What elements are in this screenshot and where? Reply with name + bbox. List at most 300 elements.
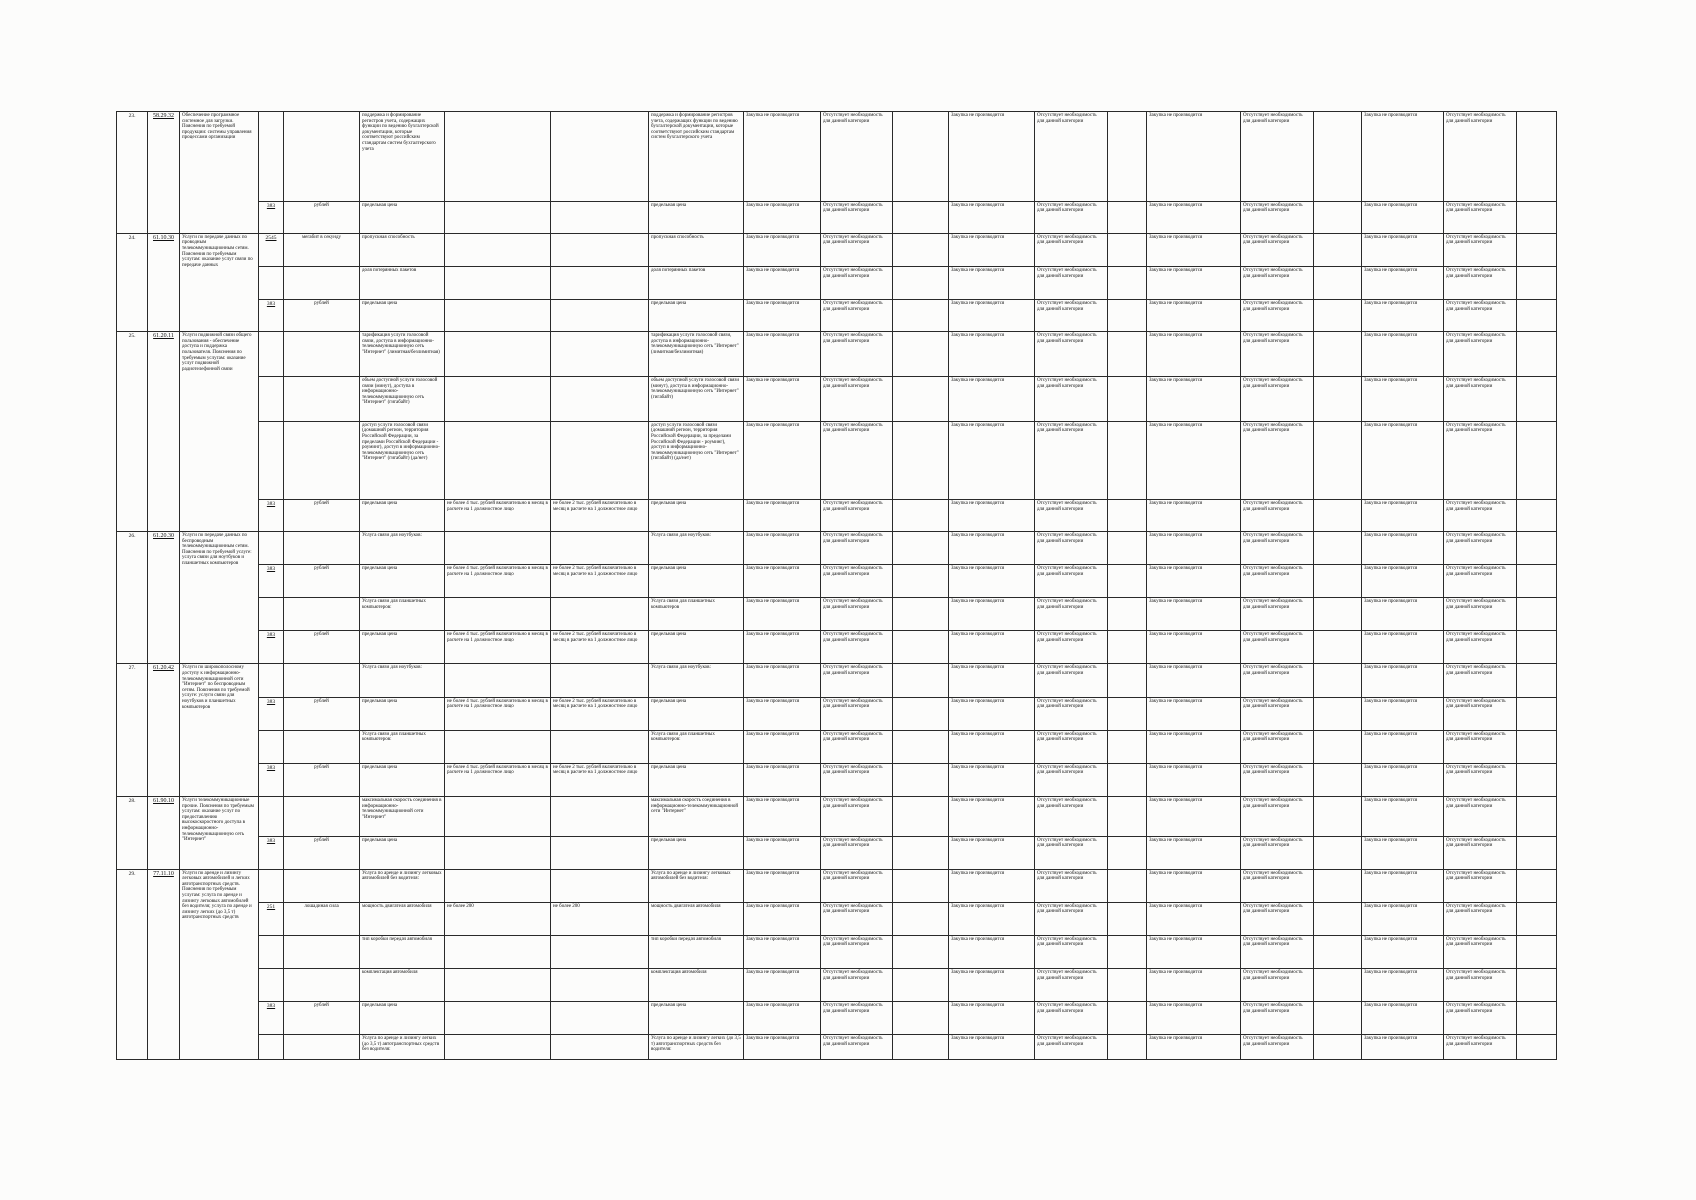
absent-need-cell: Отсутствует необходимость для данной категории <box>1444 332 1517 377</box>
procurement-status-cell: Закупка не производится <box>744 763 821 796</box>
procurement-status-cell: Закупка не производится <box>744 499 821 531</box>
absent-need-cell: Отсутствует необходимость для данной категории <box>1035 233 1108 266</box>
procurement-status-cell: Закупка не производится <box>744 201 821 233</box>
absent-need-cell: Отсутствует необходимость для данной категории <box>1444 697 1517 730</box>
procurement-status-cell: Закупка не производится <box>1362 201 1444 233</box>
okei-code-cell <box>259 1035 284 1060</box>
empty-cell <box>1517 598 1557 631</box>
procurement-status-cell: Закупка не производится <box>1362 266 1444 299</box>
empty-cell <box>1517 332 1557 377</box>
absent-need-cell: Отсутствует необходимость для данной категории <box>1444 598 1517 631</box>
value-group-2-cell <box>551 332 649 377</box>
absent-need-cell: Отсутствует необходимость для данной категории <box>1444 266 1517 299</box>
value-group-2-cell <box>551 730 649 763</box>
table-row <box>117 1002 1557 1035</box>
absent-need-cell: Отсутствует необходимость для данной категории <box>821 697 893 730</box>
empty-cell <box>1517 664 1557 697</box>
procurement-status-cell: Закупка не производится <box>1147 266 1241 299</box>
procurement-status-cell: Закупка не производится <box>949 300 1035 332</box>
absent-need-cell: Отсутствует необходимость для данной категории <box>821 869 893 902</box>
procurement-status-cell: Закупка не производится <box>744 836 821 869</box>
value-group-1-cell <box>445 377 551 422</box>
item-name-cell: Услуги подвижной связи общего пользования - обеспечение доступа и поддержка пользователя. Пояснения по требуемым услугам: оказание услуг подвижной радиотелефонной связи <box>180 332 259 532</box>
absent-need-cell: Отсутствует необходимость для данной категории <box>1241 421 1314 499</box>
procurement-status-cell: Закупка не производится <box>949 697 1035 730</box>
empty-cell <box>893 531 949 564</box>
value-group-1-cell <box>445 201 551 233</box>
procurement-status-cell: Закупка не производится <box>949 935 1035 968</box>
absent-need-cell: Отсутствует необходимость для данной категории <box>1241 377 1314 422</box>
absent-need-cell: Отсутствует необходимость для данной категории <box>1035 697 1108 730</box>
characteristic-name-2-cell: предельная цена <box>649 499 744 531</box>
absent-need-cell: Отсутствует необходимость для данной категории <box>1444 836 1517 869</box>
empty-cell <box>893 763 949 796</box>
absent-need-cell: Отсутствует необходимость для данной категории <box>1035 869 1108 902</box>
row-number-cell: 23. <box>117 112 148 234</box>
empty-cell <box>893 1002 949 1035</box>
absent-need-cell: Отсутствует необходимость для данной категории <box>1241 836 1314 869</box>
absent-need-cell: Отсутствует необходимость для данной категории <box>821 836 893 869</box>
characteristic-name-2-cell: объем доступной услуги голосовой связи (минут), доступа в информационно-телекоммуникационную сеть "Интернет" (гигабайт) <box>649 377 744 422</box>
empty-cell <box>893 377 949 422</box>
procurement-status-cell: Закупка не производится <box>1362 499 1444 531</box>
empty-cell <box>1517 1035 1557 1060</box>
characteristic-name-2-cell: предельная цена <box>649 1002 744 1035</box>
absent-need-cell: Отсутствует необходимость для данной категории <box>1241 796 1314 836</box>
value-group-1-cell: не более 4 тыс. рублей включительно в месяц в расчете на 1 должностное лицо <box>445 631 551 664</box>
characteristic-name-cell: предельная цена <box>360 631 445 664</box>
table-row <box>117 730 1557 763</box>
empty-cell <box>1314 631 1362 664</box>
okei-code: 383 <box>266 566 276 573</box>
okei-code-cell <box>259 266 284 299</box>
value-group-2-cell: не более 2 тыс. рублей включительно в месяц в расчете на 1 должностное лицо <box>551 631 649 664</box>
characteristic-name-2-cell: комплектация автомобиля <box>649 969 744 1002</box>
empty-cell <box>1314 1035 1362 1060</box>
unit-name-cell: мегабит в секунду <box>284 233 360 266</box>
value-group-1-cell <box>445 531 551 564</box>
procurement-status-cell: Закупка не производится <box>1147 332 1241 377</box>
table-row <box>117 935 1557 968</box>
empty-cell <box>1108 233 1147 266</box>
okei-code-cell <box>259 697 284 730</box>
absent-need-cell: Отсутствует необходимость для данной категории <box>821 796 893 836</box>
empty-cell <box>1517 531 1557 564</box>
procurement-status-cell: Закупка не производится <box>1362 869 1444 902</box>
requirements-table <box>116 111 1557 1060</box>
unit-name-cell: рублей <box>284 565 360 598</box>
item-name-cell: Обеспечение программное системное для загрузки. Пояснения по требуемой продукции: системы управления процессами организации <box>180 112 259 234</box>
procurement-status-cell: Закупка не производится <box>744 112 821 202</box>
characteristic-name-2-cell: Услуга связи для ноутбуков: <box>649 664 744 697</box>
unit-name-cell <box>284 969 360 1002</box>
procurement-status-cell: Закупка не производится <box>1362 332 1444 377</box>
absent-need-cell: Отсутствует необходимость для данной категории <box>1444 1035 1517 1060</box>
empty-cell <box>1108 796 1147 836</box>
procurement-status-cell: Закупка не производится <box>949 499 1035 531</box>
absent-need-cell: Отсутствует необходимость для данной категории <box>1241 730 1314 763</box>
value-group-1-cell <box>445 598 551 631</box>
unit-name-cell <box>284 266 360 299</box>
empty-cell <box>1314 499 1362 531</box>
empty-cell <box>1314 531 1362 564</box>
empty-cell <box>893 112 949 202</box>
absent-need-cell: Отсутствует необходимость для данной категории <box>1444 377 1517 422</box>
absent-need-cell: Отсутствует необходимость для данной категории <box>1444 969 1517 1002</box>
procurement-status-cell: Закупка не производится <box>744 697 821 730</box>
table-row <box>117 266 1557 299</box>
procurement-status-cell: Закупка не производится <box>949 531 1035 564</box>
empty-cell <box>1517 697 1557 730</box>
table-row <box>117 969 1557 1002</box>
okei-code: 251 <box>266 903 276 910</box>
table-row <box>117 763 1557 796</box>
empty-cell <box>1517 201 1557 233</box>
okei-code: 383 <box>266 202 276 209</box>
absent-need-cell: Отсутствует необходимость для данной категории <box>1444 421 1517 499</box>
procurement-status-cell: Закупка не производится <box>1147 664 1241 697</box>
empty-cell <box>1108 935 1147 968</box>
procurement-status-cell: Закупка не производится <box>1147 598 1241 631</box>
value-group-2-cell <box>551 969 649 1002</box>
value-group-2-cell <box>551 935 649 968</box>
item-name-cell: Услуги телекоммуникационные прочие. Пояснения по требуемым услугам: оказание услуг по предоставлению высокоскоростного доступа в информационно-телекоммуникационную сеть "Интернет" <box>180 796 259 869</box>
empty-cell <box>1108 836 1147 869</box>
absent-need-cell: Отсутствует необходимость для данной категории <box>1035 499 1108 531</box>
characteristic-name-2-cell: Услуга по аренде и лизингу легких (до 3,5 т) автотранспортных средств без водителя: <box>649 1035 744 1060</box>
empty-cell <box>1108 969 1147 1002</box>
procurement-status-cell: Закупка не производится <box>1362 902 1444 935</box>
value-group-1-cell <box>445 233 551 266</box>
characteristic-name-cell: предельная цена <box>360 697 445 730</box>
absent-need-cell: Отсутствует необходимость для данной категории <box>1444 1002 1517 1035</box>
table-row <box>117 796 1557 836</box>
okei-code-cell <box>259 631 284 664</box>
characteristic-name-2-cell: предельная цена <box>649 836 744 869</box>
empty-cell <box>893 697 949 730</box>
value-group-2-cell <box>551 664 649 697</box>
value-group-2-cell <box>551 1002 649 1035</box>
absent-need-cell: Отсутствует необходимость для данной категории <box>1241 969 1314 1002</box>
procurement-status-cell: Закупка не производится <box>1147 499 1241 531</box>
absent-need-cell: Отсутствует необходимость для данной категории <box>821 377 893 422</box>
characteristic-name-2-cell: мощность двигателя автомобиля <box>649 902 744 935</box>
procurement-status-cell: Закупка не производится <box>744 1035 821 1060</box>
value-group-1-cell <box>445 935 551 968</box>
procurement-status-cell: Закупка не производится <box>1147 935 1241 968</box>
absent-need-cell: Отсутствует необходимость для данной категории <box>1035 902 1108 935</box>
okei-code-cell <box>259 531 284 564</box>
okei-code-cell <box>259 664 284 697</box>
characteristic-name-2-cell: предельная цена <box>649 763 744 796</box>
absent-need-cell: Отсутствует необходимость для данной категории <box>1035 763 1108 796</box>
procurement-status-cell: Закупка не производится <box>1362 796 1444 836</box>
characteristic-name-cell: Услуга связи для планшетных компьютеров: <box>360 598 445 631</box>
empty-cell <box>1314 300 1362 332</box>
okpd-code: 61.90.10 <box>153 797 174 804</box>
procurement-status-cell: Закупка не производится <box>1147 1035 1241 1060</box>
row-number-cell: 28. <box>117 796 148 869</box>
okei-code-cell <box>259 565 284 598</box>
unit-name-cell <box>284 796 360 836</box>
table-row <box>117 499 1557 531</box>
okei-code-cell <box>259 730 284 763</box>
empty-cell <box>1517 421 1557 499</box>
value-group-1-cell: не более 200 <box>445 902 551 935</box>
absent-need-cell: Отсутствует необходимость для данной категории <box>1241 1002 1314 1035</box>
unit-name-cell: рублей <box>284 300 360 332</box>
procurement-status-cell: Закупка не производится <box>1147 730 1241 763</box>
procurement-status-cell: Закупка не производится <box>1147 1002 1241 1035</box>
absent-need-cell: Отсутствует необходимость для данной категории <box>821 499 893 531</box>
empty-cell <box>1517 565 1557 598</box>
absent-need-cell: Отсутствует необходимость для данной категории <box>1444 763 1517 796</box>
table-row <box>117 598 1557 631</box>
empty-cell <box>893 969 949 1002</box>
absent-need-cell: Отсутствует необходимость для данной категории <box>1035 1002 1108 1035</box>
okei-code: 383 <box>266 698 276 705</box>
procurement-status-cell: Закупка не производится <box>949 763 1035 796</box>
absent-need-cell: Отсутствует необходимость для данной категории <box>1241 266 1314 299</box>
okpd-code: 61.20.42 <box>153 665 174 672</box>
absent-need-cell: Отсутствует необходимость для данной категории <box>1035 112 1108 202</box>
characteristic-name-cell: доступ услуги голосовой связи (домашний регион, территория Российской Федерации, за пределами Российской Федерации - роуминг), доступ в информационно-телекоммуникационную сеть "Интернет" (гигабайт) (да/нет) <box>360 421 445 499</box>
item-name-cell: Услуги по широкополосному доступу к информационно-телекоммуникационной сети "Интернет" по беспроводным сетям. Пояснения по требуемой услуге: услуги связи для ноутбуков и планшетных компьютеров <box>180 664 259 797</box>
characteristic-name-cell: Услуга связи для планшетных компьютеров: <box>360 730 445 763</box>
okei-code-cell <box>259 598 284 631</box>
characteristic-name-cell: максимальная скорость соединения в информационно-телекоммуникационной сети "Интернет" <box>360 796 445 836</box>
procurement-status-cell: Закупка не производится <box>1362 935 1444 968</box>
characteristic-name-2-cell: предельная цена <box>649 300 744 332</box>
absent-need-cell: Отсутствует необходимость для данной категории <box>1035 664 1108 697</box>
empty-cell <box>893 266 949 299</box>
value-group-1-cell: не более 4 тыс. рублей включительно в месяц в расчете на 1 должностное лицо <box>445 763 551 796</box>
empty-cell <box>1108 377 1147 422</box>
empty-cell <box>1314 836 1362 869</box>
absent-need-cell: Отсутствует необходимость для данной категории <box>1241 233 1314 266</box>
procurement-status-cell: Закупка не производится <box>949 421 1035 499</box>
procurement-status-cell: Закупка не производится <box>1147 763 1241 796</box>
procurement-status-cell: Закупка не производится <box>744 730 821 763</box>
absent-need-cell: Отсутствует необходимость для данной категории <box>1444 730 1517 763</box>
absent-need-cell: Отсутствует необходимость для данной категории <box>1444 300 1517 332</box>
procurement-status-cell: Закупка не производится <box>1147 836 1241 869</box>
empty-cell <box>893 935 949 968</box>
empty-cell <box>1517 869 1557 902</box>
table-row <box>117 836 1557 869</box>
value-group-1-cell <box>445 836 551 869</box>
absent-need-cell: Отсутствует необходимость для данной категории <box>1241 763 1314 796</box>
absent-need-cell: Отсутствует необходимость для данной категории <box>1035 969 1108 1002</box>
unit-name-cell: рублей <box>284 836 360 869</box>
empty-cell <box>1517 836 1557 869</box>
table-row <box>117 300 1557 332</box>
empty-cell <box>1108 201 1147 233</box>
empty-cell <box>893 730 949 763</box>
unit-name-cell <box>284 598 360 631</box>
okpd-code-cell <box>148 233 180 331</box>
absent-need-cell: Отсутствует необходимость для данной категории <box>1035 531 1108 564</box>
characteristic-name-2-cell: поддержка и формирование регистров учета, содержащих функции по ведению бухгалтерской документации, которые соответствуют российским стандартам систем бухгалтерского учета <box>649 112 744 202</box>
value-group-2-cell <box>551 421 649 499</box>
procurement-status-cell: Закупка не производится <box>1362 763 1444 796</box>
empty-cell <box>1108 300 1147 332</box>
absent-need-cell: Отсутствует необходимость для данной категории <box>1444 902 1517 935</box>
empty-cell <box>1517 1002 1557 1035</box>
value-group-2-cell <box>551 266 649 299</box>
characteristic-name-cell: предельная цена <box>360 201 445 233</box>
item-name-cell: Услуги по передаче данных по проводным телекоммуникационным сетям. Пояснения по требуемым услугам: оказание услуг связи по передаче данных <box>180 233 259 331</box>
okei-code-cell <box>259 233 284 266</box>
table-row <box>117 664 1557 697</box>
procurement-status-cell: Закупка не производится <box>744 664 821 697</box>
table-row <box>117 565 1557 598</box>
procurement-status-cell: Закупка не производится <box>1147 697 1241 730</box>
value-group-2-cell <box>551 598 649 631</box>
absent-need-cell: Отсутствует необходимость для данной категории <box>821 1035 893 1060</box>
empty-cell <box>893 201 949 233</box>
procurement-status-cell: Закупка не производится <box>1147 796 1241 836</box>
absent-need-cell: Отсутствует необходимость для данной категории <box>1444 869 1517 902</box>
procurement-status-cell: Закупка не производится <box>744 421 821 499</box>
absent-need-cell: Отсутствует необходимость для данной категории <box>1241 300 1314 332</box>
okei-code-cell <box>259 796 284 836</box>
empty-cell <box>893 902 949 935</box>
procurement-status-cell: Закупка не производится <box>949 112 1035 202</box>
absent-need-cell: Отсутствует необходимость для данной категории <box>1035 565 1108 598</box>
procurement-status-cell: Закупка не производится <box>744 902 821 935</box>
characteristic-name-cell: Услуга связи для ноутбуков: <box>360 531 445 564</box>
unit-name-cell <box>284 377 360 422</box>
empty-cell <box>1517 112 1557 202</box>
characteristic-name-cell: тип коробки передач автомобиля <box>360 935 445 968</box>
procurement-status-cell: Закупка не производится <box>949 664 1035 697</box>
empty-cell <box>1108 112 1147 202</box>
characteristic-name-2-cell: тарификация услуги голосовой связи, доступа в информационно-телекоммуникационную сеть "Интернет" (лимитная/безлимитная) <box>649 332 744 377</box>
absent-need-cell: Отсутствует необходимость для данной категории <box>1241 499 1314 531</box>
okpd-code-cell <box>148 531 180 664</box>
okei-code: 383 <box>266 632 276 639</box>
value-group-2-cell <box>551 836 649 869</box>
empty-cell <box>1108 565 1147 598</box>
row-number-cell: 27. <box>117 664 148 797</box>
empty-cell <box>1108 1002 1147 1035</box>
absent-need-cell: Отсутствует необходимость для данной категории <box>1035 421 1108 499</box>
table-row <box>117 201 1557 233</box>
empty-cell <box>1314 201 1362 233</box>
empty-cell <box>1314 233 1362 266</box>
empty-cell <box>1108 869 1147 902</box>
characteristic-name-cell: предельная цена <box>360 763 445 796</box>
item-name-cell: Услуги по аренде и лизингу легковых автомобилей и легких автотранспортных средств. Пояснения по требуемым услугам: услуга по аренде и лизингу легковых автомобилей без водителя; услуга по аренде и лизингу легких (до 3,5 т) автотранспортных средств <box>180 869 259 1059</box>
empty-cell <box>1314 332 1362 377</box>
empty-cell <box>1517 631 1557 664</box>
procurement-status-cell: Закупка не производится <box>1147 233 1241 266</box>
value-group-2-cell <box>551 300 649 332</box>
absent-need-cell: Отсутствует необходимость для данной категории <box>1241 697 1314 730</box>
empty-cell <box>1108 598 1147 631</box>
procurement-status-cell: Закупка не производится <box>1362 233 1444 266</box>
procurement-status-cell: Закупка не производится <box>744 869 821 902</box>
empty-cell <box>893 836 949 869</box>
okpd-code-cell <box>148 796 180 869</box>
empty-cell <box>1108 266 1147 299</box>
procurement-status-cell: Закупка не производится <box>1147 869 1241 902</box>
empty-cell <box>893 565 949 598</box>
empty-cell <box>893 869 949 902</box>
procurement-status-cell: Закупка не производится <box>949 332 1035 377</box>
characteristic-name-cell: предельная цена <box>360 300 445 332</box>
value-group-2-cell <box>551 531 649 564</box>
unit-name-cell: лошадиная сила <box>284 902 360 935</box>
procurement-status-cell: Закупка не производится <box>744 935 821 968</box>
unit-name-cell: рублей <box>284 763 360 796</box>
value-group-1-cell <box>445 266 551 299</box>
okei-code: 383 <box>266 301 276 308</box>
characteristic-name-2-cell: предельная цена <box>649 697 744 730</box>
empty-cell <box>1108 421 1147 499</box>
empty-cell <box>1314 935 1362 968</box>
procurement-status-cell: Закупка не производится <box>1147 565 1241 598</box>
empty-cell <box>893 499 949 531</box>
okpd-code-cell <box>148 664 180 797</box>
empty-cell <box>1314 1002 1362 1035</box>
okpd-code: 77.11.10 <box>153 870 174 877</box>
empty-cell <box>1314 266 1362 299</box>
okei-code-cell <box>259 763 284 796</box>
procurement-status-cell: Закупка не производится <box>1147 902 1241 935</box>
empty-cell <box>1517 233 1557 266</box>
value-group-1-cell <box>445 112 551 202</box>
characteristic-name-2-cell: максимальная скорость соединения в информационно-телекоммуникационной сети "Интернет" <box>649 796 744 836</box>
absent-need-cell: Отсутствует необходимость для данной категории <box>1241 869 1314 902</box>
value-group-2-cell: не более 2 тыс. рублей включительно в месяц в расчете на 1 должностное лицо <box>551 763 649 796</box>
table-row <box>117 902 1557 935</box>
absent-need-cell: Отсутствует необходимость для данной категории <box>1444 664 1517 697</box>
procurement-status-cell: Закупка не производится <box>1362 836 1444 869</box>
procurement-status-cell: Закупка не производится <box>1147 631 1241 664</box>
value-group-1-cell <box>445 1002 551 1035</box>
unit-name-cell: рублей <box>284 697 360 730</box>
value-group-2-cell <box>551 377 649 422</box>
absent-need-cell: Отсутствует необходимость для данной категории <box>1241 664 1314 697</box>
absent-need-cell: Отсутствует необходимость для данной категории <box>1035 1035 1108 1060</box>
value-group-1-cell <box>445 300 551 332</box>
table-row <box>117 332 1557 377</box>
absent-need-cell: Отсутствует необходимость для данной категории <box>1035 377 1108 422</box>
procurement-status-cell: Закупка не производится <box>744 796 821 836</box>
okei-code-cell <box>259 836 284 869</box>
okei-code: 383 <box>266 1003 276 1010</box>
row-number-cell: 25. <box>117 332 148 532</box>
procurement-status-cell: Закупка не производится <box>949 796 1035 836</box>
absent-need-cell: Отсутствует необходимость для данной категории <box>1035 598 1108 631</box>
procurement-status-cell: Закупка не производится <box>744 300 821 332</box>
empty-cell <box>1314 763 1362 796</box>
row-number-cell: 29. <box>117 869 148 1059</box>
unit-name-cell <box>284 332 360 377</box>
unit-name-cell: рублей <box>284 201 360 233</box>
unit-name-cell: рублей <box>284 1002 360 1035</box>
table-row <box>117 421 1557 499</box>
characteristic-name-cell: мощность двигателя автомобиля <box>360 902 445 935</box>
row-number-cell: 26. <box>117 531 148 664</box>
absent-need-cell: Отсутствует необходимость для данной категории <box>821 902 893 935</box>
procurement-status-cell: Закупка не производится <box>1362 112 1444 202</box>
procurement-status-cell: Закупка не производится <box>1362 664 1444 697</box>
absent-need-cell: Отсутствует необходимость для данной категории <box>1241 935 1314 968</box>
procurement-status-cell: Закупка не производится <box>744 233 821 266</box>
